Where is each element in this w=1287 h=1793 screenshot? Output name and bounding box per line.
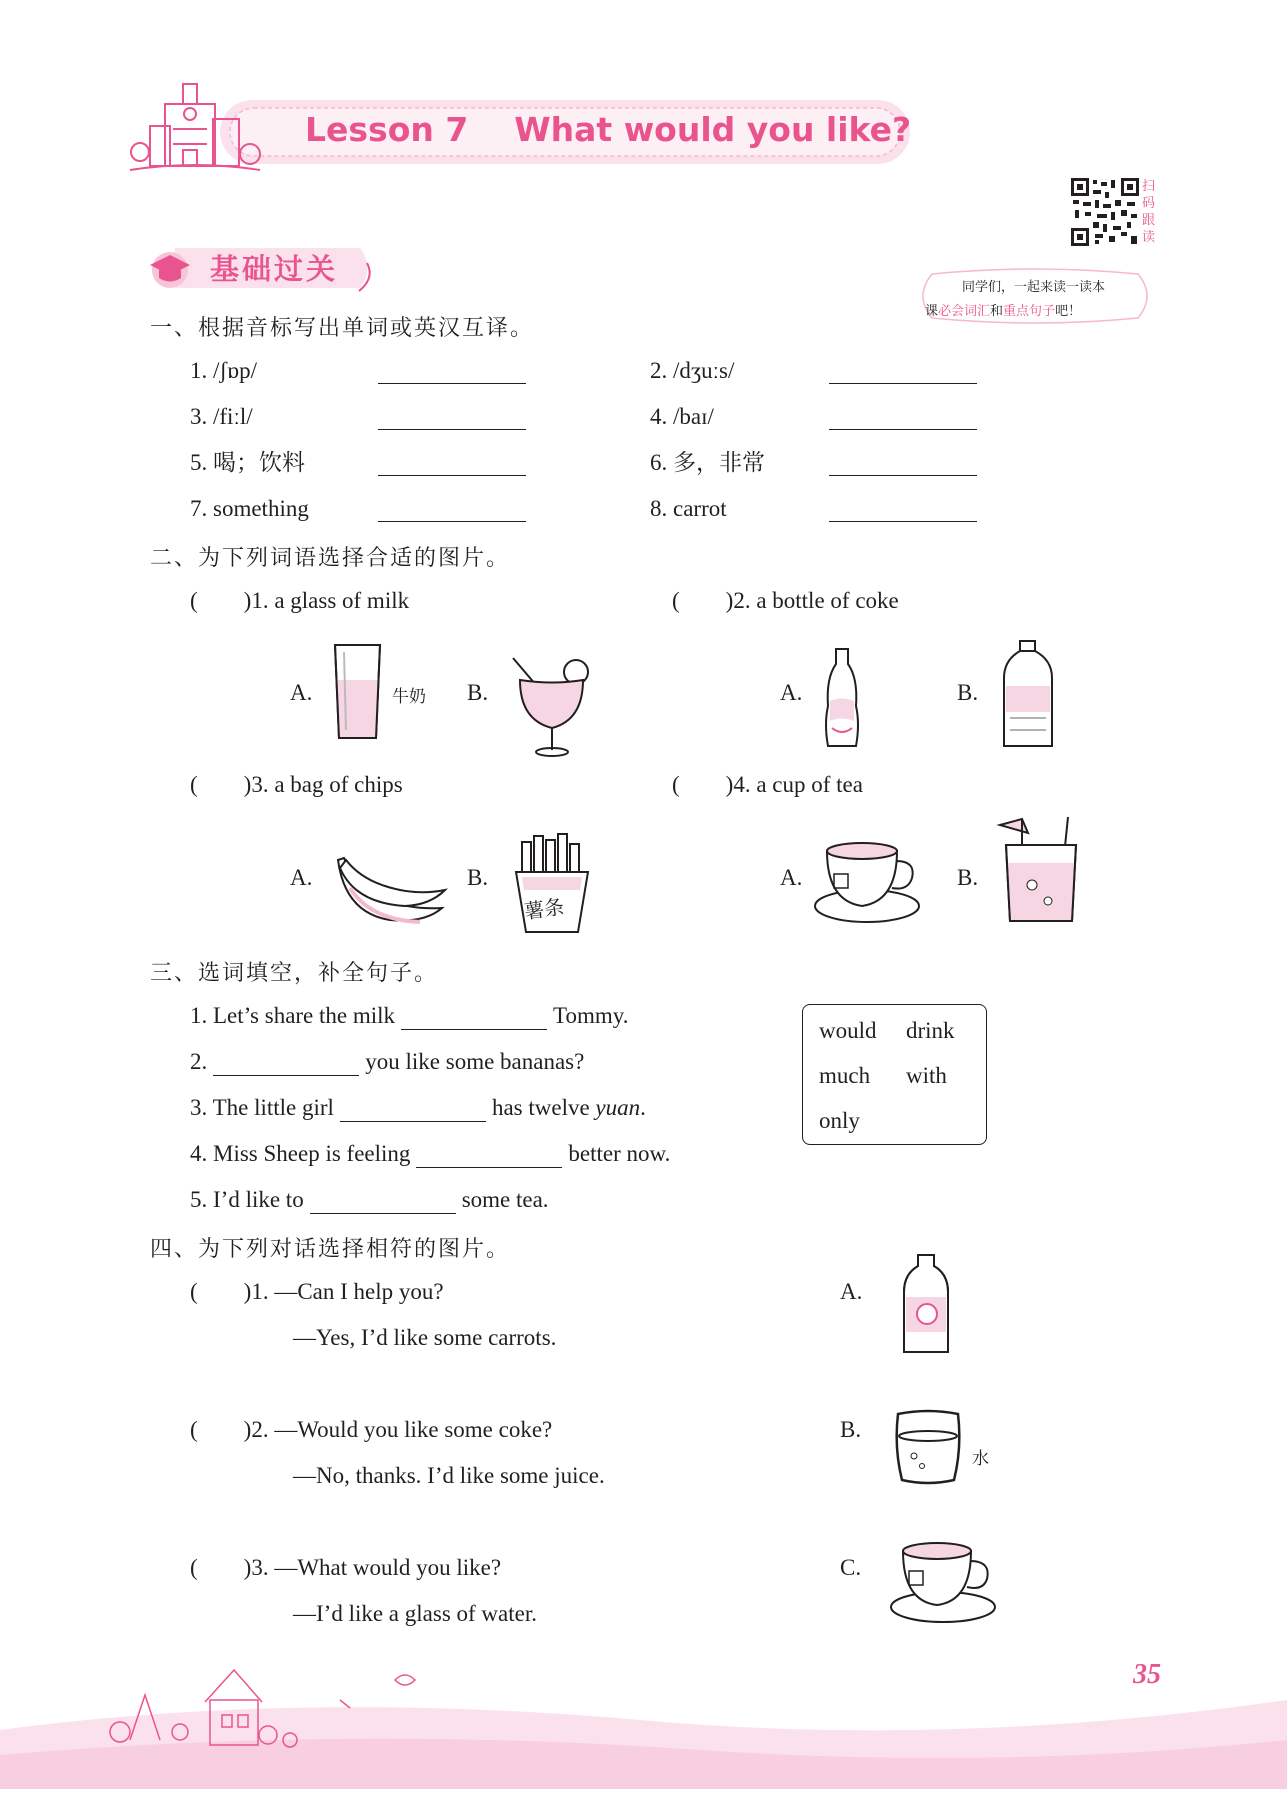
s1-item-6: 6. 多，非常: [650, 450, 765, 475]
s1-item-1: 1. /ʃɒp/: [190, 358, 257, 383]
s3-blank-2[interactable]: [213, 1053, 359, 1076]
s4-dialogue-2-line-2: —No, thanks. I’d like some juice.: [293, 1463, 605, 1488]
s1-answer-2[interactable]: [829, 359, 977, 384]
s2-q4-option-b[interactable]: B.: [957, 865, 979, 890]
s4-option-c[interactable]: C.: [840, 1555, 862, 1580]
s3-sentence-1: 1. Let’s share the milk Tommy.: [190, 1003, 629, 1028]
word-bank-much: much: [819, 1063, 871, 1088]
s2-question-4: ( )4. a cup of tea: [672, 772, 863, 797]
coke-bottle-icon: [822, 646, 862, 751]
s1-answer-4[interactable]: [829, 405, 977, 430]
s2-q1-option-a[interactable]: A.: [290, 680, 313, 705]
s2-q3-option-a[interactable]: A.: [290, 865, 313, 890]
s1-item-2: 2. /dʒuːs/: [650, 358, 735, 383]
s2-question-1: ( )1. a glass of milk: [190, 588, 410, 613]
qr-code[interactable]: [1071, 178, 1139, 246]
s3-blank-4[interactable]: [416, 1145, 562, 1168]
s2-question-2: ( )2. a bottle of coke: [672, 588, 899, 613]
juice-bottle-icon: [900, 1252, 952, 1357]
s1-answer-7[interactable]: [378, 497, 526, 522]
s2-q2-option-a[interactable]: A.: [780, 680, 803, 705]
word-bank-with: with: [906, 1063, 947, 1088]
s1-answer-5[interactable]: [378, 451, 526, 476]
s3-sentence-3: 3. The little girl has twelve yuan.: [190, 1095, 646, 1120]
s1-answer-3[interactable]: [378, 405, 526, 430]
word-bank-would: would: [819, 1018, 877, 1043]
school-building-icon: [125, 74, 265, 179]
footer-decoration: [0, 1640, 1287, 1789]
milk-label: 牛奶: [392, 687, 426, 707]
word-bank-only: only: [819, 1108, 860, 1133]
page-number: 35: [1133, 1659, 1161, 1690]
s1-item-3: 3. /fiːl/: [190, 404, 253, 429]
s2-q2-option-b[interactable]: B.: [957, 680, 979, 705]
bubble-line-1: 同学们，一起来读一读本: [962, 280, 1106, 295]
bananas-icon: [330, 848, 450, 930]
s2-q1-option-b[interactable]: B.: [467, 680, 489, 705]
s4-dialogue-1-line-1: ( )1. —Can I help you?: [190, 1279, 444, 1304]
s2-q4-option-a[interactable]: A.: [780, 865, 803, 890]
tea-cup-saucer-icon: [885, 1537, 1000, 1625]
s1-answer-1[interactable]: [378, 359, 526, 384]
section-3-title: 三、选词填空，补全句子。: [150, 961, 439, 986]
s4-option-b[interactable]: B.: [840, 1417, 862, 1442]
s3-blank-5[interactable]: [310, 1191, 456, 1214]
juice-cocktail-icon: [508, 650, 593, 762]
s4-dialogue-3-line-2: —I’d like a glass of water.: [293, 1601, 537, 1626]
french-fries-icon: [512, 832, 592, 937]
s3-sentence-5: 5. I’d like to some tea.: [190, 1187, 549, 1212]
milk-glass-icon: [330, 640, 385, 745]
lesson-title: Lesson 7 What would you like?: [305, 110, 912, 149]
s3-blank-3[interactable]: [340, 1099, 486, 1122]
s4-dialogue-2-line-1: ( )2. —Would you like some coke?: [190, 1417, 553, 1442]
qr-label: 扫 码 跟 读: [1142, 179, 1156, 245]
water-glass-icon: [892, 1408, 964, 1486]
s3-sentence-4: 4. Miss Sheep is feeling better now.: [190, 1141, 671, 1166]
water-bottle-icon: [1000, 638, 1055, 753]
water-label: 水: [972, 1449, 989, 1469]
chips-label: 薯条: [522, 894, 566, 924]
word-bank-drink: drink: [906, 1018, 955, 1043]
section-1-title: 一、根据音标写出单词或英汉互译。: [150, 316, 535, 341]
s1-item-7: 7. something: [190, 496, 309, 521]
s3-blank-1[interactable]: [401, 1007, 547, 1030]
bubble-line-2: 课必会词汇和重点句子吧！: [925, 304, 1082, 319]
s1-item-5: 5. 喝；饮料: [190, 450, 305, 475]
s2-q3-option-b[interactable]: B.: [467, 865, 489, 890]
s1-answer-8[interactable]: [829, 497, 977, 522]
basic-heading-title: 基础过关: [210, 252, 339, 286]
s4-option-a[interactable]: A.: [840, 1279, 863, 1304]
s1-item-8: 8. carrot: [650, 496, 727, 521]
s4-dialogue-3-line-1: ( )3. —What would you like?: [190, 1555, 502, 1580]
tea-cup-icon: [812, 836, 922, 926]
s2-question-3: ( )3. a bag of chips: [190, 772, 403, 797]
juice-glass-icon: [992, 815, 1090, 927]
graduation-cap-icon: [145, 245, 195, 291]
s1-answer-6[interactable]: [829, 451, 977, 476]
s3-sentence-2: 2. you like some bananas?: [190, 1049, 585, 1074]
section-4-title: 四、为下列对话选择相符的图片。: [150, 1237, 511, 1262]
section-2-title: 二、为下列词语选择合适的图片。: [150, 546, 511, 571]
s1-item-4: 4. /baɪ/: [650, 404, 714, 429]
s4-dialogue-1-line-2: —Yes, I’d like some carrots.: [293, 1325, 557, 1350]
